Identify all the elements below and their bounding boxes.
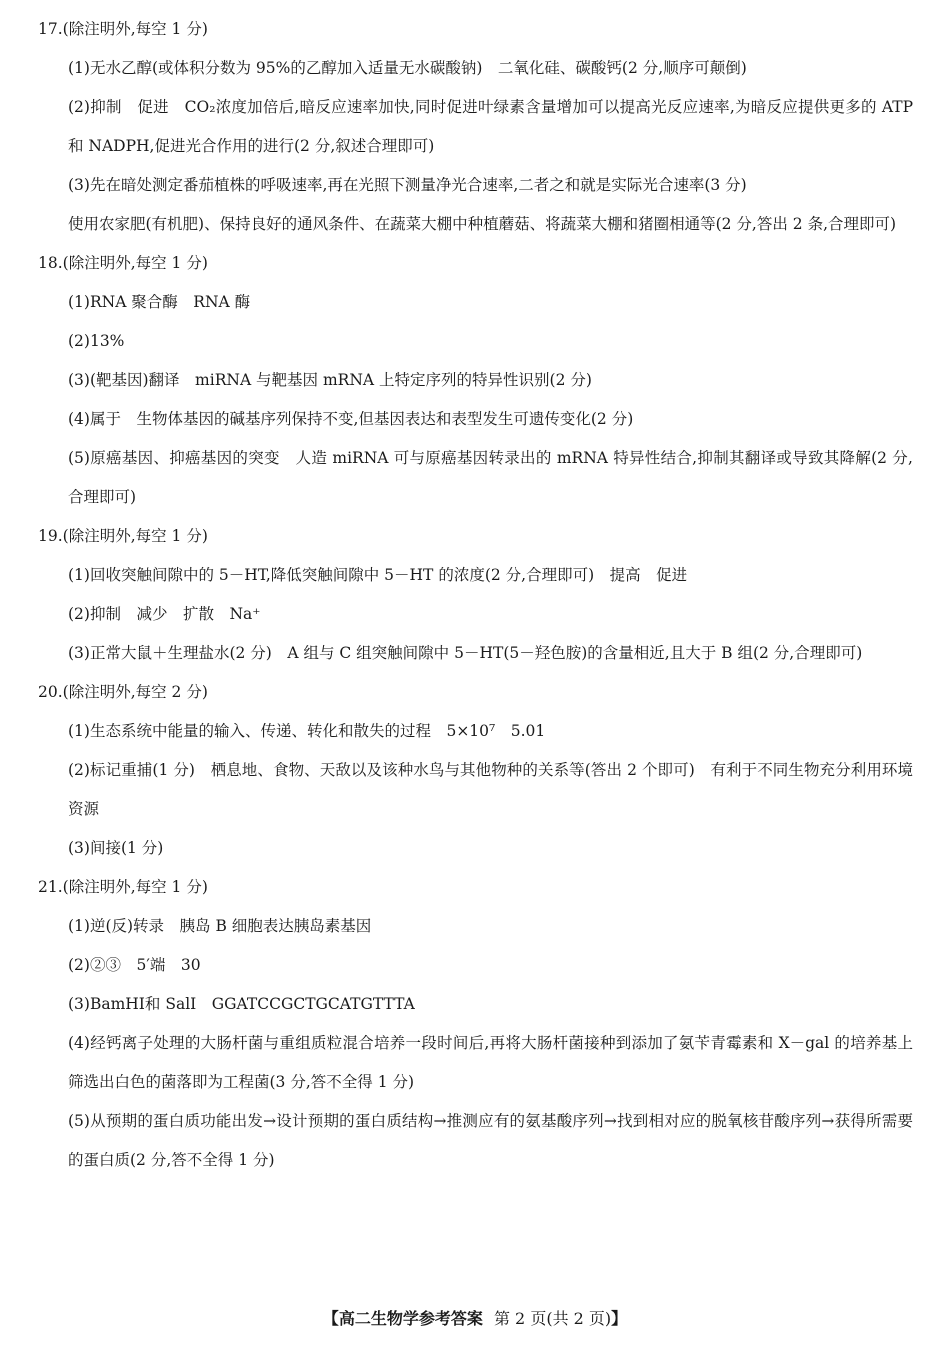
question-20 [38,673,913,868]
answer-line: (2)②③ 5′端 30 [68,956,201,974]
answer-line: (2)标记重捕(1 分) 栖息地、食物、天敌以及该种水鸟与其他物种的关系等(答出 2 个即可) 有利于不同生物充分利用环境资源 [68,761,913,818]
footer-bracket-open: 【 [322,1309,339,1328]
answer-line: (4)经钙离子处理的大肠杆菌与重组质粒混合培养一段时间后,再将大肠杆菌接种到添加了氨苄青霉素和 X－gal 的培养基上筛选出白色的菌落即为工程菌(3 分,答不全得 1 分) [68,1034,913,1091]
footer-title: 高二生物学参考答案 [338,1309,483,1328]
answer-line: (4)属于 生物体基因的碱基序列保持不变,但基因表达和表型发生可遗传变化(2 分) [68,410,634,428]
answer-line: (3)(靶基因)翻译 miRNA 与靶基因 mRNA 上特定序列的特异性识别(2 分) [68,371,592,389]
question-header: 18.(除注明外,每空 1 分) [38,254,208,272]
page-footer [0,1306,950,1329]
answer-line: (5)从预期的蛋白质功能出发→设计预期的蛋白质结构→推测应有的氨基酸序列→找到相对应的脱氧核苷酸序列→获得所需要的蛋白质(2 分,答不全得 1 分) [68,1112,913,1169]
answer-line: 使用农家肥(有机肥)、保持良好的通风条件、在蔬菜大棚中种植蘑菇、将蔬菜大棚和猪圈相通等(2 分,答出 2 条,合理即可) [68,215,897,233]
answer-line: (1)生态系统中能量的输入、传递、转化和散失的过程 5×10⁷ 5.01 [68,722,546,740]
answer-line: (1)回收突触间隙中的 5－HT,降低突触间隙中 5－HT 的浓度(2 分,合理即可) 提高 促进 [68,566,688,584]
question-header: 20.(除注明外,每空 2 分) [38,683,208,701]
answer-line: (2)抑制 促进 CO₂浓度加倍后,暗反应速率加快,同时促进叶绿素含量增加可以提高光反应速率,为暗反应提供更多的 ATP 和 NADPH,促进光合作用的进行(2 分,叙述合理即可) [68,98,913,155]
answer-line: (3)间接(1 分) [68,839,164,857]
answer-line: (5)原癌基因、抑癌基因的突变 人造 miRNA 可与原癌基因转录出的 mRNA 特异性结合,抑制其翻译或导致其降解(2 分,合理即可) [68,449,913,506]
answer-line: (1)RNA 聚合酶 RNA 酶 [68,293,251,311]
answer-line: (3)先在暗处测定番茄植株的呼吸速率,再在光照下测量净光合速率,二者之和就是实际光合速率(3 分) [68,176,747,194]
answer-line: (1)无水乙醇(或体积分数为 95%的乙醇加入适量无水碳酸钠) 二氧化硅、碳酸钙(2 分,顺序可颠倒) [68,59,747,77]
question-21 [38,868,913,1180]
question-19 [38,517,913,673]
question-17 [38,10,913,244]
answer-sheet [38,10,913,1180]
answer-line: (3)正常大鼠＋生理盐水(2 分) A 组与 C 组突触间隙中 5－HT(5－羟色胺)的含量相近,且大于 B 组(2 分,合理即可) [68,644,863,662]
question-header: 17.(除注明外,每空 1 分) [38,20,208,38]
question-header: 19.(除注明外,每空 1 分) [38,527,208,545]
answer-line: (1)逆(反)转录 胰岛 B 细胞表达胰岛素基因 [68,917,372,935]
answer-line: (3)BamHⅠ和 SalⅠ GGATCCGCTGCATGTTTA [68,995,415,1013]
question-header: 21.(除注明外,每空 1 分) [38,878,208,896]
question-18 [38,244,913,517]
footer-bracket-close: 】 [611,1309,628,1328]
answer-line: (2)抑制 减少 扩散 Na⁺ [68,605,261,623]
answer-line: (2)13% [68,332,125,350]
footer-page-number: 第 2 页(共 2 页) [493,1309,612,1328]
